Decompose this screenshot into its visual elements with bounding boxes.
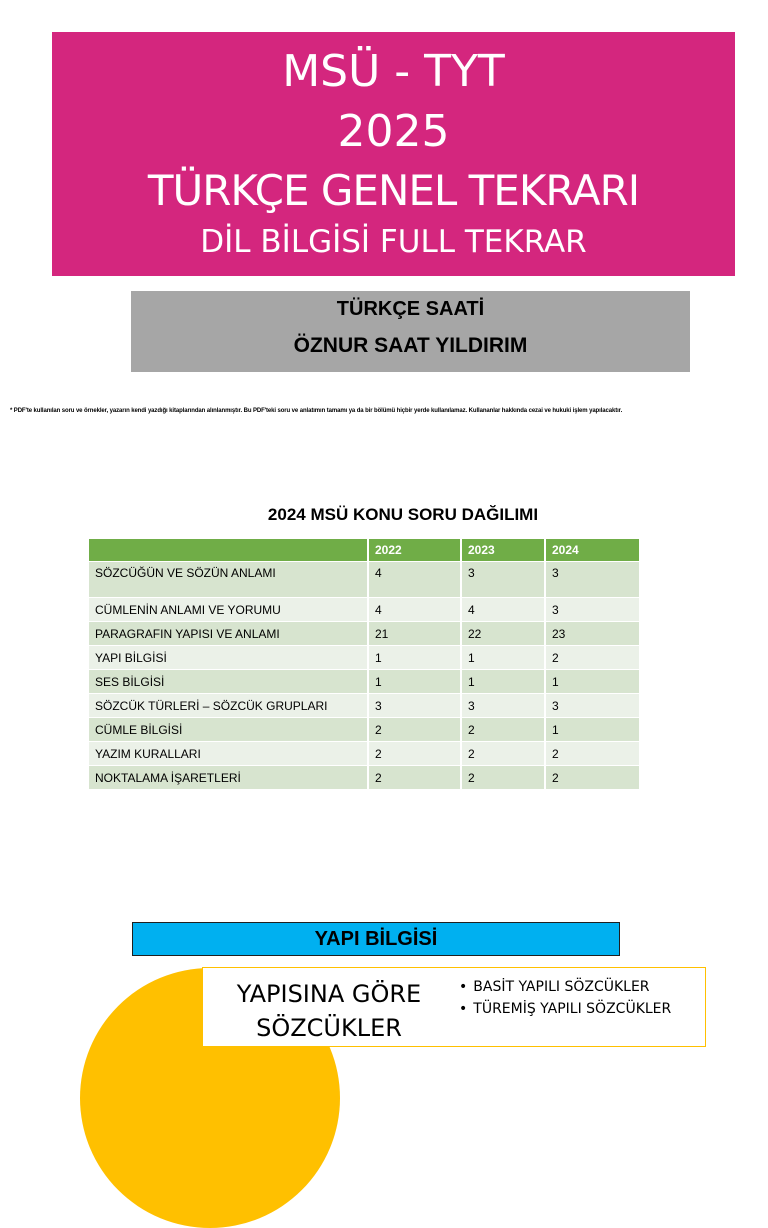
table-header-2022: 2022 xyxy=(368,539,461,562)
channel-name: TÜRKÇE SAATİ xyxy=(336,298,485,320)
structure-bullet-list xyxy=(459,976,671,1020)
table-row xyxy=(89,670,640,694)
table-cell: 2 xyxy=(545,766,640,790)
table-row xyxy=(89,646,640,670)
table-cell-topic: SÖZCÜĞÜN VE SÖZÜN ANLAMI xyxy=(89,562,368,598)
table-cell: 3 xyxy=(368,694,461,718)
table-header-row xyxy=(89,539,640,562)
table-row xyxy=(89,694,640,718)
author-name: ÖZNUR SAAT YILDIRIM xyxy=(293,334,528,357)
word-structure-box xyxy=(202,967,706,1047)
table-cell: 2 xyxy=(461,718,545,742)
table-cell: 3 xyxy=(545,562,640,598)
table-cell: 1 xyxy=(368,670,461,694)
table-cell: 1 xyxy=(545,670,640,694)
table-row xyxy=(89,718,640,742)
table-cell-topic: CÜMLE BİLGİSİ xyxy=(89,718,368,742)
table-header-2023: 2023 xyxy=(461,539,545,562)
table-row xyxy=(89,598,640,622)
structure-box-title: YAPISINA GÖRE xyxy=(236,980,422,1008)
table-cell-topic: CÜMLENİN ANLAMI VE YORUMU xyxy=(89,598,368,622)
table-header-topic xyxy=(89,539,368,562)
table-row xyxy=(89,766,640,790)
table-cell: 2 xyxy=(368,742,461,766)
banner-exam-title: MSÜ - TYT xyxy=(282,46,505,97)
table-cell-topic: SES BİLGİSİ xyxy=(89,670,368,694)
section-header: YAPI BİLGİSİ xyxy=(132,922,620,956)
table-row xyxy=(89,622,640,646)
table-cell: 21 xyxy=(368,622,461,646)
table-row xyxy=(89,562,640,598)
table-cell: 1 xyxy=(461,670,545,694)
table-cell-topic: SÖZCÜK TÜRLERİ – SÖZCÜK GRUPLARI xyxy=(89,694,368,718)
structure-box-title-2: SÖZCÜKLER xyxy=(256,1014,402,1042)
table-cell: 2 xyxy=(368,766,461,790)
table-cell: 3 xyxy=(461,694,545,718)
copyright-disclaimer: * PDF'te kullanılan soru ve örnekler, yazarın kendi yazdığı kitaplarından alınlanmıştır. Bu PDF'teki soru ve anlatımın tamamı ya da bir bölümü hiçbir yerde kullanılamaz. Kullananlar hakkında cezai ve hukuki işlem yapılacaktır. xyxy=(10,408,623,414)
banner-main-title: TÜRKÇE GENEL TEKRARI xyxy=(147,166,640,215)
table-cell: 3 xyxy=(545,694,640,718)
table-cell: 23 xyxy=(545,622,640,646)
table-cell: 22 xyxy=(461,622,545,646)
table-cell: 3 xyxy=(545,598,640,622)
table-cell: 2 xyxy=(461,766,545,790)
list-item: • BASİT YAPILI SÖZCÜKLER xyxy=(459,976,671,998)
table-cell: 2 xyxy=(545,742,640,766)
table-cell: 2 xyxy=(368,718,461,742)
table-title: 2024 MSÜ KONU SORU DAĞILIMI xyxy=(267,505,539,524)
table-cell: 2 xyxy=(461,742,545,766)
table-cell: 4 xyxy=(368,562,461,598)
table-row xyxy=(89,742,640,766)
banner-subtitle: DİL BİLGİSİ FULL TEKRAR xyxy=(200,224,587,260)
list-item: • TÜREMİŞ YAPILI SÖZCÜKLER xyxy=(459,998,671,1020)
table-cell-topic: NOKTALAMA İŞARETLERİ xyxy=(89,766,368,790)
table-cell-topic: PARAGRAFIN YAPISI VE ANLAMI xyxy=(89,622,368,646)
table-header-2024: 2024 xyxy=(545,539,640,562)
title-banner xyxy=(52,32,735,276)
table-cell: 2 xyxy=(545,646,640,670)
table-cell: 4 xyxy=(368,598,461,622)
author-box xyxy=(131,291,690,372)
table-cell: 1 xyxy=(545,718,640,742)
question-distribution-table xyxy=(89,539,641,789)
table-cell: 1 xyxy=(368,646,461,670)
table-cell-topic: YAPI BİLGİSİ xyxy=(89,646,368,670)
table-cell: 1 xyxy=(461,646,545,670)
table-cell: 3 xyxy=(461,562,545,598)
banner-year: 2025 xyxy=(337,106,450,157)
table-cell: 4 xyxy=(461,598,545,622)
table-cell-topic: YAZIM KURALLARI xyxy=(89,742,368,766)
